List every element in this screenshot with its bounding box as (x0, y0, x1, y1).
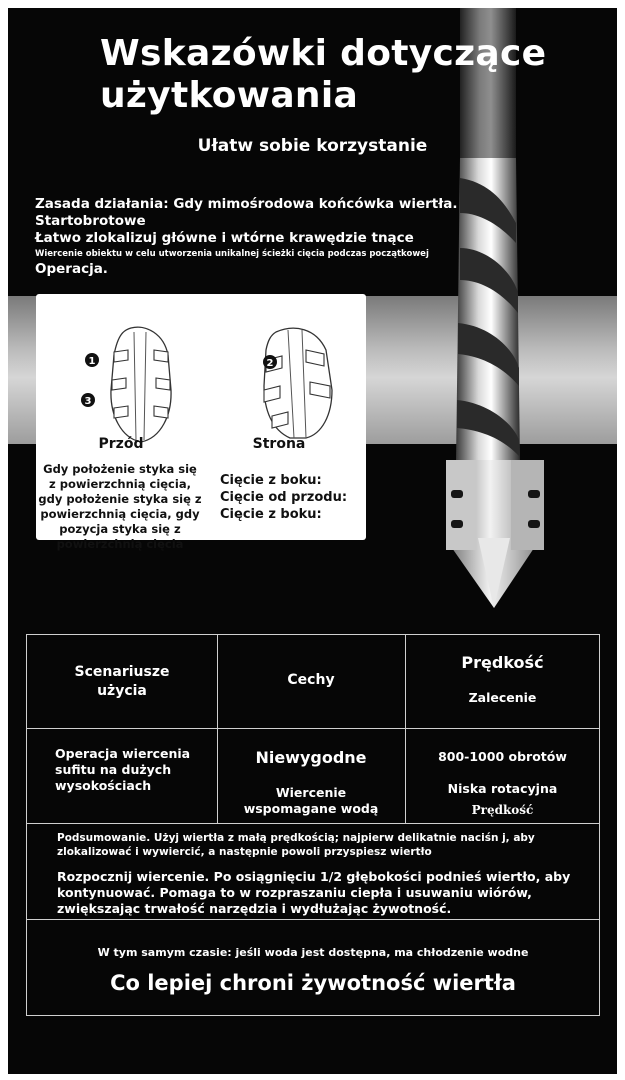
side-line: Cięcie z boku: (220, 507, 322, 522)
row-scenario: Operacja wiercenia sufitu na dużych wysokościach (55, 746, 191, 793)
subtitle: Ułatw sobie korzystanie (197, 136, 428, 156)
footer-headline: Co lepiej chroni żywotność wiertła (110, 971, 516, 995)
side-line: Cięcie z boku: (220, 473, 322, 488)
side-description (220, 472, 347, 523)
intro-line-small: Wiercenie obiektu w celu utworzenia unikalnej ścieżki cięcia podczas początkowej (35, 249, 429, 259)
row-features-title: Niewygodne (255, 748, 367, 767)
footer-note: W tym samym czasie: jeśli woda jest dostępna, ma chłodzenie wodne (97, 946, 529, 959)
side-line: Cięcie od przodu: (220, 490, 348, 505)
svg-text:2: 2 (266, 358, 274, 369)
intro-line: Łatwo zlokalizuj główne i wtórne krawędzie tnące (35, 230, 414, 246)
intro-text (35, 196, 495, 278)
page-title: Wskazówki dotyczące użytkowania (100, 33, 547, 116)
intro-line: Startobrotowe (35, 213, 146, 229)
usage-table (26, 634, 600, 1016)
diagram-card (36, 294, 366, 551)
summary-text-2: Rozpocznij wiercenie. Po osiągnięciu 1/2 głębokości podnieś wiertło, aby kontynuować. Pomaga to w rozpraszaniu ciepła i usuwaniu wiórów, zwiększając trwałość narzędzia i wydłużając żywotność. (57, 869, 571, 916)
row-speed-sub2: Prędkość (471, 803, 534, 817)
header-speed: Prędkość (461, 653, 544, 672)
row-features-sub: Wiercenie wspomagane wodą (243, 785, 379, 816)
header-cell (406, 635, 599, 729)
row-speed-value: 800-1000 obrotów (438, 749, 567, 764)
svg-text:1: 1 (88, 356, 96, 367)
summary-text-1: Podsumowanie. Użyj wiertła z małą prędkością; najpierw delikatnie naciśn j, aby zlokalizować i wywiercić, a następnie powoli przyspiesz wiertło (57, 832, 535, 858)
header-scenario: Scenariusze użycia (74, 664, 170, 699)
front-description: Gdy położenie styka się z powierzchnią cięcia, gdy położenie styka się z powierzchnią cięcia, gdy pozycja styka się z powierzchnią cięcia (38, 462, 202, 551)
header-recommendation: Zalecenie (468, 690, 537, 705)
svg-text:3: 3 (84, 396, 92, 407)
intro-line: Operacja. (35, 261, 108, 277)
side-view-diagram (236, 320, 366, 450)
dark-panel (8, 8, 617, 1074)
row-speed-sub: Niska rotacyjna (447, 781, 558, 796)
front-view-diagram (76, 320, 206, 450)
intro-line: Zasada działania: Gdy mimośrodowa końcówka wiertła. (35, 196, 458, 212)
front-label: Przód (98, 436, 144, 452)
header-features: Cechy (287, 672, 335, 688)
side-label: Strona (252, 436, 306, 452)
